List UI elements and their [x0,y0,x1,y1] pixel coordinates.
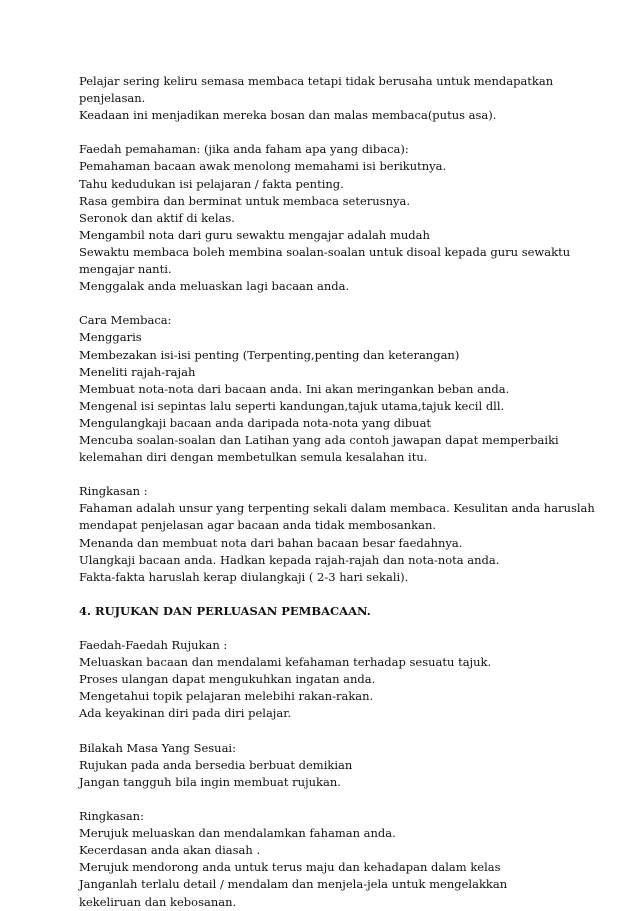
text-line: Menanda dan membuat nota dari bahan bacaan besar faedahnya. [79,535,463,550]
text-line: Sewaktu membaca boleh membina soalan-soalan untuk disoal kepada guru sewaktu [79,244,571,259]
paragraph-summary-1 [79,483,595,586]
text-line: Proses ulangan dapat mengukuhkan ingatan anda. [79,672,376,687]
paragraph-gap [79,791,579,808]
text-line: Merujuk mendorong anda untuk terus maju dan kehadapan dalam kelas [79,860,501,875]
text-line: Ringkasan : [79,484,148,499]
text-line: Meneliti rajah-rajah [79,364,196,379]
paragraph-suitable-time [79,740,579,791]
text-line: Mengetahui topik pelajaran melebihi rakan-rakan. [79,689,374,704]
text-line: Rujukan pada anda bersedia berbuat demikian [79,757,353,772]
section-heading: 4. RUJUKAN DAN PERLUASAN PEMBACAAN. [79,603,371,618]
text-line: Membuat nota-nota dari bacaan anda. Ini akan meringankan beban anda. [79,381,510,396]
paragraph-gap [79,620,579,637]
text-line: mendapat penjelasan agar bacaan anda tidak membosankan. [79,518,437,533]
text-line: Pelajar sering keliru semasa membaca tetapi tidak berusaha untuk mendapatkan [79,74,554,88]
text-line: Menggaris [79,330,142,345]
text-line: Membezakan isi-isi penting (Terpenting,penting dan keterangan) [79,347,460,362]
text-line: penjelasan. [79,91,146,106]
text-line: Kecerdasan anda akan diasah . [79,843,261,858]
text-line: Merujuk meluaskan dan mendalamkan fahaman anda. [79,826,396,841]
paragraph-gap [79,295,579,312]
paragraph-gap [79,124,579,141]
paragraph-reading-methods [79,312,579,466]
text-line: Keadaan ini menjadikan mereka bosan dan malas membaca(putus asa). [79,108,497,123]
text-line: Fahaman adalah unsur yang terpenting sekali dalam membaca. Kesulitan anda haruslah [79,501,595,516]
text-line: Fakta-fakta haruslah kerap diulangkaji ( 2-3 hari sekali). [79,569,409,584]
paragraph-summary-2 [79,808,579,911]
document-page [79,73,595,911]
text-line: Jangan tangguh bila ingin membuat rujukan. [79,774,341,789]
text-line: mengajar nanti. [79,262,172,277]
text-line: Tahu kedudukan isi pelajaran / fakta penting. [79,176,344,191]
paragraph-gap [79,466,579,483]
paragraph-reading-problems [79,73,579,124]
paragraph-gap [79,723,579,740]
text-line: kekeliruan dan kebosanan. [79,894,237,909]
text-line: Mencuba soalan-soalan dan Latihan yang ada contoh jawapan dapat memperbaiki [79,432,559,447]
text-line: Rasa gembira dan berminat untuk membaca seterusnya. [79,193,410,208]
paragraph-gap [79,586,579,603]
text-line: Ada keyakinan diri pada diri pelajar. [79,706,292,721]
text-line: Janganlah terlalu detail / mendalam dan menjela-jela untuk mengelakkan [79,877,508,892]
text-line: Bilakah Masa Yang Sesuai: [79,740,236,755]
paragraph-reference-benefits [79,637,579,722]
text-line: Mengenal isi sepintas lalu seperti kandungan,tajuk utama,tajuk kecil dll. [79,398,505,413]
paragraph-comprehension-benefits [79,141,579,295]
text-line: Ulangkaji bacaan anda. Hadkan kepada rajah-rajah dan nota-nota anda. [79,552,500,567]
text-line: Seronok dan aktif di kelas. [79,210,235,225]
text-line: Faedah-Faedah Rujukan : [79,638,228,653]
text-line: Pemahaman bacaan awak menolong memahami isi berikutnya. [79,159,447,174]
text-line: Mengulangkaji bacaan anda daripada nota-nota yang dibuat [79,415,432,430]
text-line: Meluaskan bacaan dan mendalami kefahaman terhadap sesuatu tajuk. [79,655,492,670]
text-line: kelemahan diri dengan membetulkan semula kesalahan itu. [79,450,428,465]
text-line: Menggalak anda meluaskan lagi bacaan anda. [79,279,350,294]
text-line: Cara Membaca: [79,313,172,328]
text-line: Faedah pemahaman: (jika anda faham apa yang dibaca): [79,142,409,157]
text-line: Ringkasan: [79,809,144,824]
text-line: Mengambil nota dari guru sewaktu mengajar adalah mudah [79,227,430,242]
